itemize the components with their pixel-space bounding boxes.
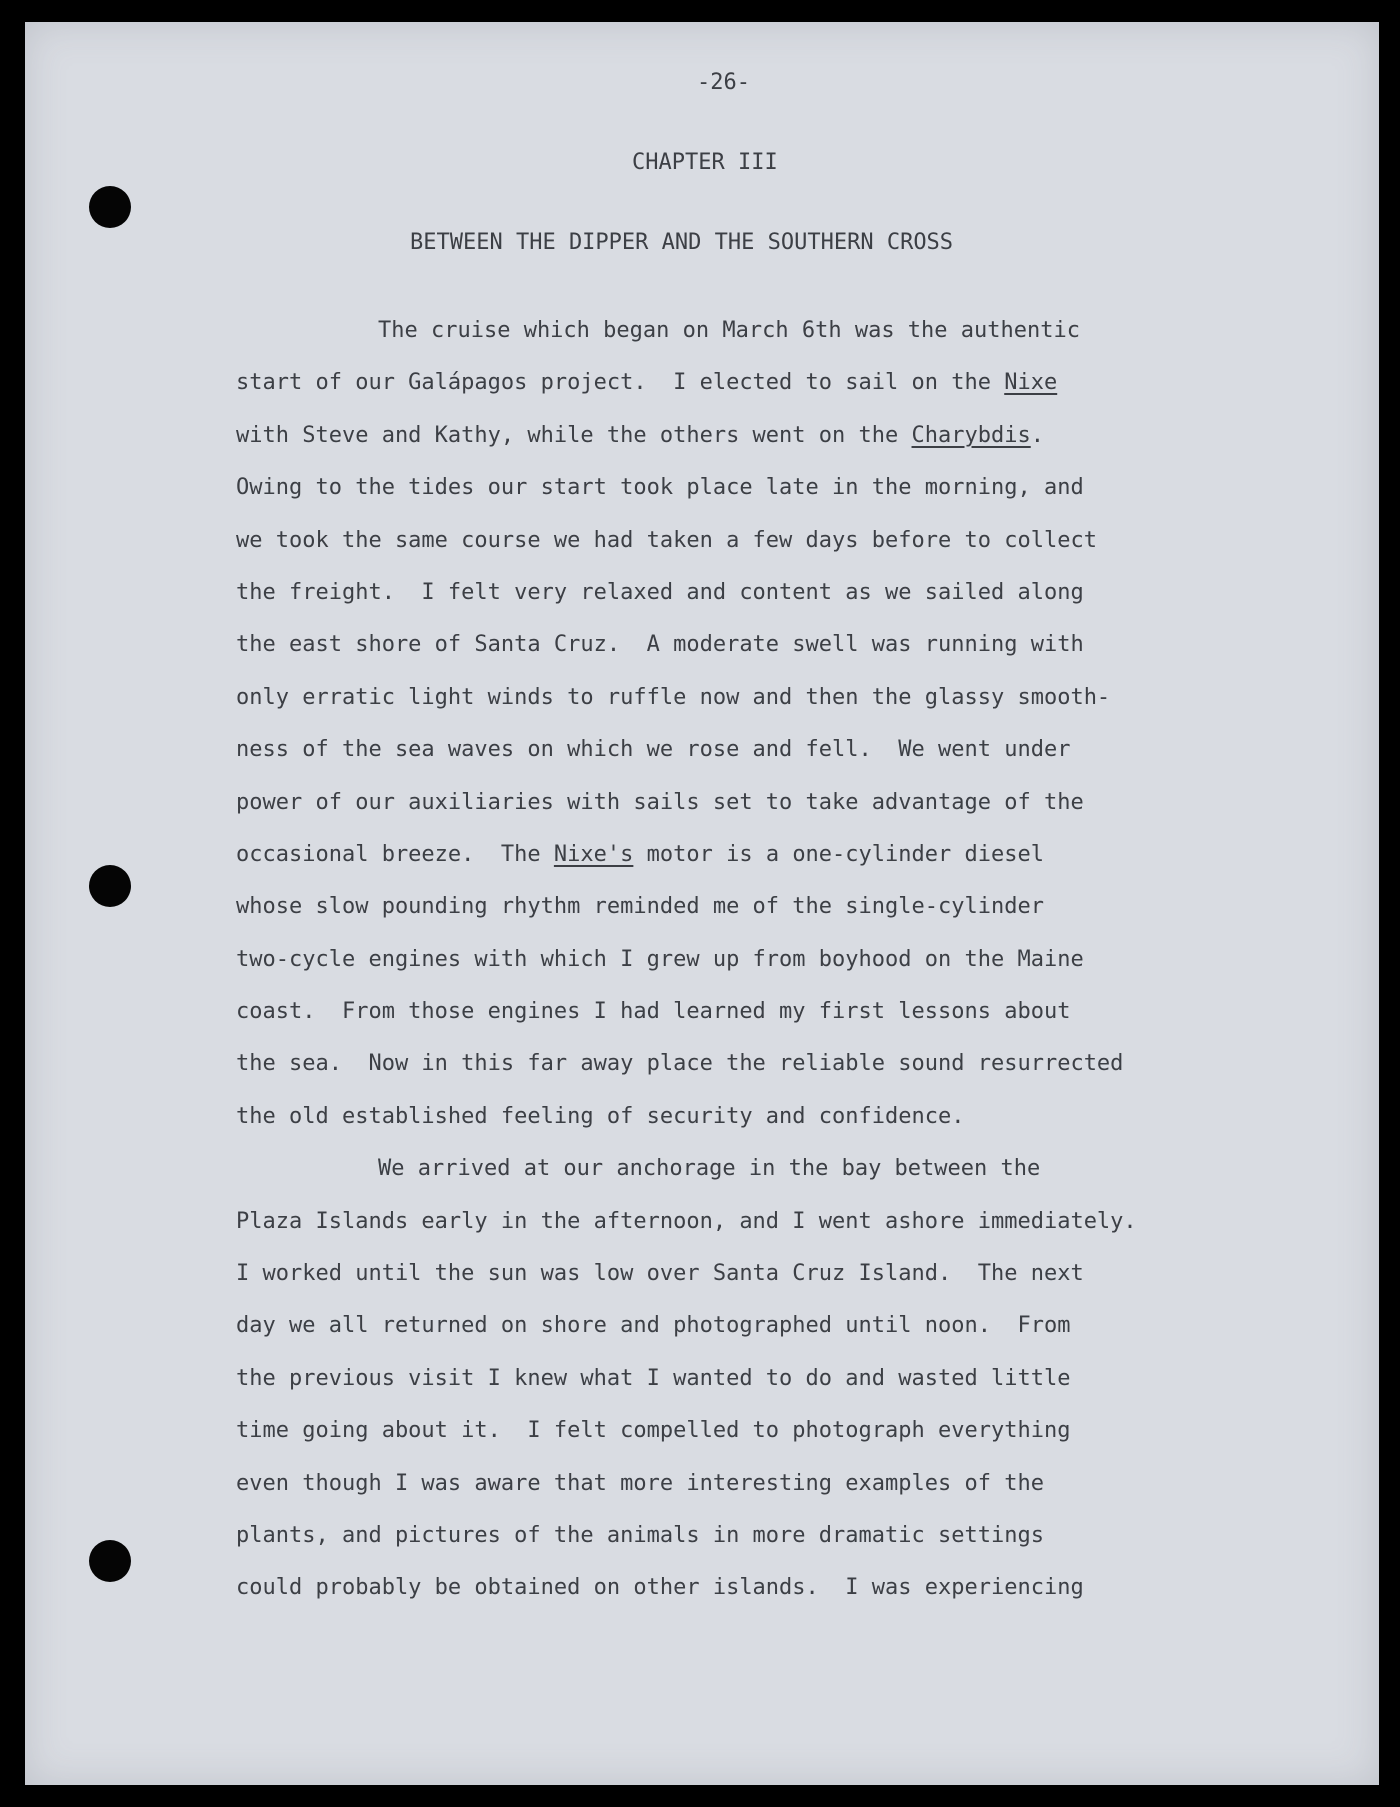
text-line: power of our auxiliaries with sails set to take advantage of the [236, 789, 1084, 815]
text-line: could probably be obtained on other islands. I was experiencing [236, 1575, 1084, 1601]
text-line: the freight. I felt very relaxed and content as we sailed along [236, 579, 1084, 605]
boat-name-nixe: Nixe [1004, 370, 1058, 396]
text-line: the previous visit I knew what I wanted to do and wasted little [236, 1365, 1071, 1391]
text-line: Owing to the tides our start took place late in the morning, and [236, 475, 1084, 501]
binder-hole-top [89, 186, 131, 228]
text-line: We arrived at our anchorage in the bay between the [378, 1156, 1041, 1182]
text-line: plants, and pictures of the animals in more dramatic settings [236, 1522, 1044, 1548]
binder-hole-middle [89, 865, 131, 907]
chapter-title: BETWEEN THE DIPPER AND THE SOUTHERN CROSS [410, 230, 954, 255]
text-line: Plaza Islands early in the afternoon, and I went ashore immediately. [236, 1208, 1137, 1234]
body-text [236, 305, 1137, 1615]
chapter-heading: CHAPTER III [632, 150, 778, 175]
text-span: occasional breeze. The [236, 841, 554, 867]
text-line: coast. From those engines I had learned my first lessons about [236, 999, 1071, 1025]
text-line: I worked until the sun was low over Santa Cruz Island. The next [236, 1261, 1084, 1287]
boat-name-nixes: Nixe's [553, 841, 634, 867]
text-line: time going about it. I felt compelled to photograph everything [236, 1418, 1071, 1444]
text-line: ness of the sea waves on which we rose and fell. We went under [236, 737, 1071, 763]
text-line: we took the same course we had taken a few days before to collect [236, 527, 1097, 553]
text-span: with Steve and Kathy, while the others went on the [236, 422, 912, 448]
text-span: motor is a one-cylinder diesel [633, 841, 1044, 867]
text-line [236, 829, 1137, 881]
text-line [236, 410, 1137, 462]
text-line: the east shore of Santa Cruz. A moderate swell was running with [236, 632, 1084, 658]
text-line: the old established feeling of security and confidence. [236, 1103, 965, 1129]
text-line: even though I was aware that more interesting examples of the [236, 1470, 1044, 1496]
text-line: day we all returned on shore and photographed until noon. From [236, 1313, 1071, 1339]
text-line: whose slow pounding rhythm reminded me of the single-cylinder [236, 894, 1044, 920]
binder-hole-bottom [89, 1540, 131, 1582]
page-number: -26- [697, 70, 750, 95]
boat-name-charybdis: Charybdis [911, 422, 1031, 448]
text-line: two-cycle engines with which I grew up from boyhood on the Maine [236, 946, 1084, 972]
text-line [236, 357, 1137, 409]
text-line: only erratic light winds to ruffle now and then the glassy smooth- [236, 684, 1111, 710]
text-span: start of our Galápagos project. I elected to sail on the [236, 370, 1005, 396]
text-span: . [1030, 422, 1044, 448]
text-line: The cruise which began on March 6th was the authentic [378, 318, 1080, 343]
text-line: the sea. Now in this far away place the reliable sound resurrected [236, 1051, 1124, 1077]
